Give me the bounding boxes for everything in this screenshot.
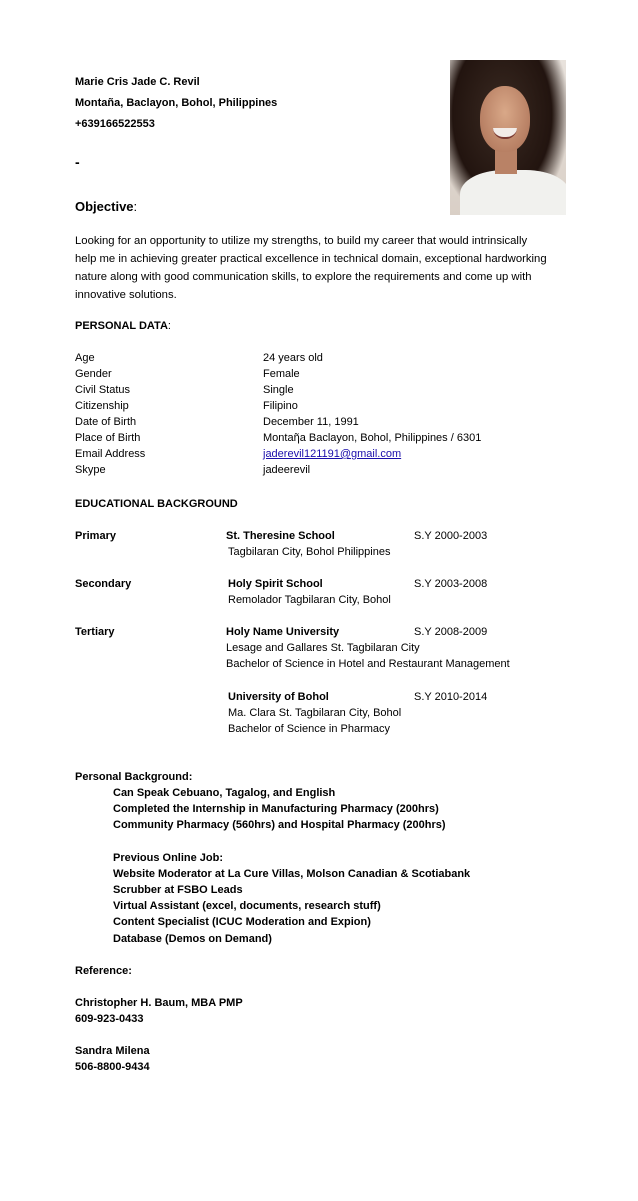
edu-primary-level: Primary: [75, 530, 116, 542]
pb-item: Completed the Internship in Manufacturing Pharmacy (200hrs): [113, 803, 439, 815]
header-dash: -: [75, 154, 80, 170]
applicant-name: Marie Cris Jade C. Revil: [75, 76, 200, 88]
pd-label-citizenship: Citizenship: [75, 400, 129, 412]
pd-value-date-of-birth: December 11, 1991: [263, 416, 359, 428]
reference-heading: Reference:: [75, 965, 132, 977]
applicant-phone: +639166522553: [75, 118, 155, 130]
online-job-item: Virtual Assistant (excel, documents, research stuff): [113, 900, 381, 912]
pd-value-skype: jadeerevil: [263, 464, 311, 476]
pd-label-gender: Gender: [75, 368, 112, 380]
pb-item: Can Speak Cebuano, Tagalog, and English: [113, 787, 336, 799]
email-link[interactable]: jaderevil121191@gmail.com: [263, 448, 402, 460]
edu-tertiary-level: Tertiary: [75, 626, 115, 638]
online-job-item: Website Moderator at La Cure Villas, Molson Canadian & Scotiabank: [113, 868, 471, 880]
edu-primary-years: S.Y 2000-2003: [414, 530, 488, 542]
personal-data-colon: :: [167, 320, 171, 332]
pd-value-place-of-birth: Montaῆa Baclayon, Bohol, Philippines / 6301: [263, 432, 482, 444]
online-job-item: Scrubber at FSBO Leads: [113, 884, 243, 896]
pd-value-gender: Female: [263, 368, 300, 380]
applicant-address: Montaña, Baclayon, Bohol, Philippines: [75, 97, 278, 109]
edu-tertiary-address: Lesage and Gallares St. Tagbilaran City: [226, 642, 420, 654]
pd-label-civil-status: Civil Status: [75, 384, 131, 396]
objective-heading: Objective: [75, 199, 134, 214]
reference-phone-1: 609-923-0433: [75, 1013, 144, 1025]
personal-data-heading-row: [75, 319, 171, 333]
objective-line-4: innovative solutions.: [75, 289, 177, 301]
personal-background-heading: Personal Background:: [75, 771, 193, 783]
profile-photo: [450, 60, 566, 215]
edu-secondary-years: S.Y 2003-2008: [414, 578, 488, 590]
online-job-item: Database (Demos on Demand): [113, 933, 272, 945]
education-heading: EDUCATIONAL BACKGROUND: [75, 498, 238, 510]
objective-line-1: Looking for an opportunity to utilize my strengths, to build my career that would intrinsically: [75, 235, 528, 247]
edu-tertiary2-school: University of Bohol: [228, 691, 329, 703]
edu-tertiary-school: Holy Name University: [226, 626, 340, 638]
edu-tertiary-years: S.Y 2008-2009: [414, 626, 488, 638]
edu-primary-address: Tagbilaran City, Bohol Philippines: [228, 546, 391, 558]
edu-secondary-level: Secondary: [75, 578, 132, 590]
personal-data-heading: PERSONAL DATA: [75, 320, 168, 332]
reference-phone-2: 506-8800-9434: [75, 1061, 150, 1073]
edu-primary-school: St. Theresine School: [226, 530, 335, 542]
edu-secondary-school: Holy Spirit School: [228, 578, 323, 590]
objective-colon: :: [133, 199, 138, 214]
pd-value-citizenship: Filipino: [263, 400, 298, 412]
reference-name-1: Christopher H. Baum, MBA PMP: [75, 997, 243, 1009]
reference-name-2: Sandra Milena: [75, 1045, 150, 1057]
online-jobs-heading: Previous Online Job:: [113, 852, 224, 864]
pd-value-civil-status: Single: [263, 384, 294, 396]
pd-value-age: 24 years old: [263, 352, 323, 364]
objective-line-3: nature along with good communication skills, to explore the requirements and come up with: [75, 271, 532, 283]
edu-tertiary2-course: Bachelor of Science in Pharmacy: [228, 723, 391, 735]
edu-tertiary2-address: Ma. Clara St. Tagbilaran City, Bohol: [228, 707, 402, 719]
edu-tertiary2-years: S.Y 2010-2014: [414, 691, 488, 703]
pd-label-date-of-birth: Date of Birth: [75, 416, 137, 428]
objective-heading-row: [75, 199, 137, 215]
edu-tertiary-course: Bachelor of Science in Hotel and Restaurant Management: [226, 658, 510, 670]
pd-label-skype: Skype: [75, 464, 106, 476]
pd-label-age: Age: [75, 352, 95, 364]
pb-item: Community Pharmacy (560hrs) and Hospital Pharmacy (200hrs): [113, 819, 446, 831]
edu-secondary-address: Remolador Tagbilaran City, Bohol: [228, 594, 391, 606]
objective-line-2: help me in achieving greater practical excellence in technical domain, exceptional hardworking: [75, 253, 547, 265]
online-job-item: Content Specialist (ICUC Moderation and Expion): [113, 916, 371, 928]
pd-label-place-of-birth: Place of Birth: [75, 432, 141, 444]
pd-label-email: Email Address: [75, 448, 146, 460]
